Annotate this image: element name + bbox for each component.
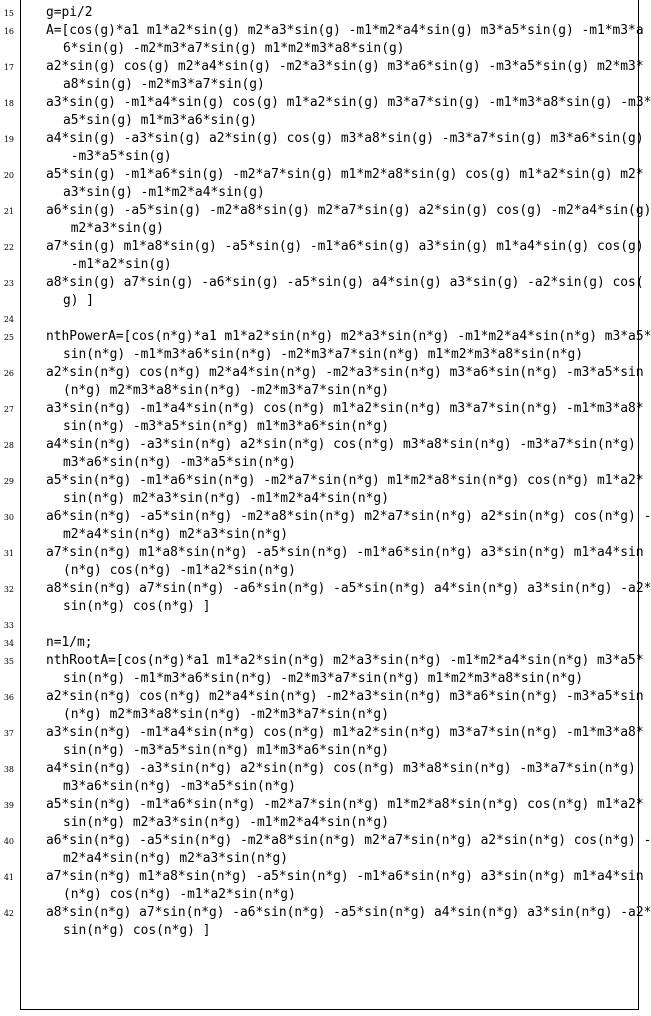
code-line-continuation: m3*a6*sin(n*g) -m3*a5*sin(n*g) <box>63 779 296 794</box>
code-line: a4*sin(g) -a3*sin(g) a2*sin(g) cos(g) m3*a8*sin(g) -m3*a7*sin(g) m3*a6*sin(g) <box>46 131 644 146</box>
line-number: 27 <box>3 405 14 414</box>
line-number: 42 <box>3 909 14 918</box>
code-line-continuation: a3*sin(g) -m1*m2*a4*sin(g) <box>63 185 265 200</box>
line-number: 35 <box>3 657 14 666</box>
line-number: 30 <box>3 513 14 522</box>
code-line-continuation: sin(n*g) m2*a3*sin(n*g) -m1*m2*a4*sin(n*g) <box>63 815 389 830</box>
line-number: 28 <box>3 441 14 450</box>
line-number: 19 <box>3 135 14 144</box>
code-line-continuation: sin(n*g) cos(n*g) ] <box>63 599 211 614</box>
code-line: a5*sin(n*g) -m1*a6*sin(n*g) -m2*a7*sin(n*g) m1*m2*a8*sin(n*g) cos(n*g) m1*a2* <box>46 797 644 812</box>
code-line: a2*sin(n*g) cos(n*g) m2*a4*sin(n*g) -m2*a3*sin(n*g) m3*a6*sin(n*g) -m3*a5*sin <box>46 689 644 704</box>
code-line: a4*sin(n*g) -a3*sin(n*g) a2*sin(n*g) cos(n*g) m3*a8*sin(n*g) -m3*a7*sin(n*g) <box>46 761 636 776</box>
line-number: 32 <box>3 585 14 594</box>
code-line: A=[cos(g)*a1 m1*a2*sin(g) m2*a3*sin(g) -m1*m2*a4*sin(g) m3*a5*sin(g) -m1*m3*a <box>46 23 644 38</box>
code-line: a6*sin(n*g) -a5*sin(n*g) -m2*a8*sin(n*g) m2*a7*sin(n*g) a2*sin(n*g) cos(n*g) - <box>46 509 651 524</box>
line-number: 16 <box>3 27 14 36</box>
code-line: a7*sin(g) m1*a8*sin(g) -a5*sin(g) -m1*a6*sin(g) a3*sin(g) m1*a4*sin(g) cos(g) <box>46 239 644 254</box>
code-line: nthPowerA=[cos(n*g)*a1 m1*a2*sin(n*g) m2*a3*sin(n*g) -m1*m2*a4*sin(n*g) m3*a5* <box>46 329 651 344</box>
code-line: a4*sin(n*g) -a3*sin(n*g) a2*sin(n*g) cos(n*g) m3*a8*sin(n*g) -m3*a7*sin(n*g) <box>46 437 636 452</box>
line-number-gutter <box>0 0 20 1010</box>
line-number: 15 <box>3 9 14 18</box>
line-number: 22 <box>3 243 14 252</box>
code-line: a6*sin(g) -a5*sin(g) -m2*a8*sin(g) m2*a7*sin(g) a2*sin(g) cos(g) -m2*a4*sin(g) <box>46 203 651 218</box>
line-number: 38 <box>3 765 14 774</box>
code-line: a3*sin(g) -m1*a4*sin(g) cos(g) m1*a2*sin(g) m3*a7*sin(g) -m1*m3*a8*sin(g) -m3* <box>46 95 651 110</box>
code-line-continuation: m2*a3*sin(g) <box>63 221 164 236</box>
code-line-continuation: (n*g) m2*m3*a8*sin(n*g) -m2*m3*a7*sin(n*g) <box>63 383 389 398</box>
code-line: a7*sin(n*g) m1*a8*sin(n*g) -a5*sin(n*g) -m1*a6*sin(n*g) a3*sin(n*g) m1*a4*sin <box>46 545 644 560</box>
line-number: 18 <box>3 99 14 108</box>
line-number: 37 <box>3 729 14 738</box>
code-line-continuation: sin(n*g) -m1*m3*a6*sin(n*g) -m2*m3*a7*sin(n*g) m1*m2*m3*a8*sin(n*g) <box>63 671 583 686</box>
line-number: 29 <box>3 477 14 486</box>
code-line-continuation: 6*sin(g) -m2*m3*a7*sin(g) m1*m2*m3*a8*sin(g) <box>63 41 405 56</box>
line-number: 25 <box>3 333 14 342</box>
line-number: 17 <box>3 63 14 72</box>
code-line: g=pi/2 <box>46 5 93 20</box>
line-number: 33 <box>3 621 14 630</box>
code-line: a3*sin(n*g) -m1*a4*sin(n*g) cos(n*g) m1*a2*sin(n*g) m3*a7*sin(n*g) -m1*m3*a8* <box>46 401 644 416</box>
code-line: a8*sin(n*g) a7*sin(n*g) -a6*sin(n*g) -a5*sin(n*g) a4*sin(n*g) a3*sin(n*g) -a2* <box>46 581 651 596</box>
code-line-continuation: a5*sin(g) m1*m3*a6*sin(g) <box>63 113 258 128</box>
code-line-continuation: g) ] <box>63 293 95 308</box>
line-number: 21 <box>3 207 14 216</box>
code-line: a2*sin(n*g) cos(n*g) m2*a4*sin(n*g) -m2*a3*sin(n*g) m3*a6*sin(n*g) -m3*a5*sin <box>46 365 644 380</box>
code-line-continuation: (n*g) m2*m3*a8*sin(n*g) -m2*m3*a7*sin(n*g) <box>63 707 389 722</box>
code-listing-frame <box>20 0 651 1010</box>
code-line-continuation: (n*g) cos(n*g) -m1*a2*sin(n*g) <box>63 887 296 902</box>
code-line: a8*sin(n*g) a7*sin(n*g) -a6*sin(n*g) -a5*sin(n*g) a4*sin(n*g) a3*sin(n*g) -a2* <box>46 905 651 920</box>
code-line: a7*sin(n*g) m1*a8*sin(n*g) -a5*sin(n*g) -m1*a6*sin(n*g) a3*sin(n*g) m1*a4*sin <box>46 869 644 884</box>
line-number: 31 <box>3 549 14 558</box>
code-line-continuation: sin(n*g) m2*a3*sin(n*g) -m1*m2*a4*sin(n*g) <box>63 491 389 506</box>
line-number: 26 <box>3 369 14 378</box>
code-line: n=1/m; <box>46 635 93 650</box>
code-line-continuation: sin(n*g) -m3*a5*sin(n*g) m1*m3*a6*sin(n*g) <box>63 743 389 758</box>
code-line-continuation: a8*sin(g) -m2*m3*a7*sin(g) <box>63 77 265 92</box>
line-number: 39 <box>3 801 14 810</box>
code-line-continuation: m2*a4*sin(n*g) m2*a3*sin(n*g) <box>63 851 289 866</box>
code-line: a3*sin(n*g) -m1*a4*sin(n*g) cos(n*g) m1*a2*sin(n*g) m3*a7*sin(n*g) -m1*m3*a8* <box>46 725 644 740</box>
line-number: 40 <box>3 837 14 846</box>
code-line: a5*sin(g) -m1*a6*sin(g) -m2*a7*sin(g) m1*m2*a8*sin(g) cos(g) m1*a2*sin(g) m2* <box>46 167 644 182</box>
line-number: 20 <box>3 171 14 180</box>
code-line: nthRootA=[cos(n*g)*a1 m1*a2*sin(n*g) m2*a3*sin(n*g) -m1*m2*a4*sin(n*g) m3*a5* <box>46 653 644 668</box>
code-line-continuation: -m3*a5*sin(g) <box>63 149 172 164</box>
code-line-continuation: sin(n*g) cos(n*g) ] <box>63 923 211 938</box>
line-number: 36 <box>3 693 14 702</box>
code-line-continuation: -m1*a2*sin(g) <box>63 257 172 272</box>
line-number: 34 <box>3 639 14 648</box>
code-line-continuation: sin(n*g) -m1*m3*a6*sin(n*g) -m2*m3*a7*sin(n*g) m1*m2*m3*a8*sin(n*g) <box>63 347 583 362</box>
code-line: a8*sin(g) a7*sin(g) -a6*sin(g) -a5*sin(g) a4*sin(g) a3*sin(g) -a2*sin(g) cos( <box>46 275 644 290</box>
code-line-continuation: m3*a6*sin(n*g) -m3*a5*sin(n*g) <box>63 455 296 470</box>
code-line: a5*sin(n*g) -m1*a6*sin(n*g) -m2*a7*sin(n*g) m1*m2*a8*sin(n*g) cos(n*g) m1*a2* <box>46 473 644 488</box>
line-number: 24 <box>3 315 14 324</box>
code-line: a6*sin(n*g) -a5*sin(n*g) -m2*a8*sin(n*g) m2*a7*sin(n*g) a2*sin(n*g) cos(n*g) - <box>46 833 651 848</box>
code-line: a2*sin(g) cos(g) m2*a4*sin(g) -m2*a3*sin(g) m3*a6*sin(g) -m3*a5*sin(g) m2*m3* <box>46 59 644 74</box>
line-number: 23 <box>3 279 14 288</box>
code-line-continuation: (n*g) cos(n*g) -m1*a2*sin(n*g) <box>63 563 296 578</box>
code-line-continuation: m2*a4*sin(n*g) m2*a3*sin(n*g) <box>63 527 289 542</box>
line-number: 41 <box>3 873 14 882</box>
code-line-continuation: sin(n*g) -m3*a5*sin(n*g) m1*m3*a6*sin(n*g) <box>63 419 389 434</box>
